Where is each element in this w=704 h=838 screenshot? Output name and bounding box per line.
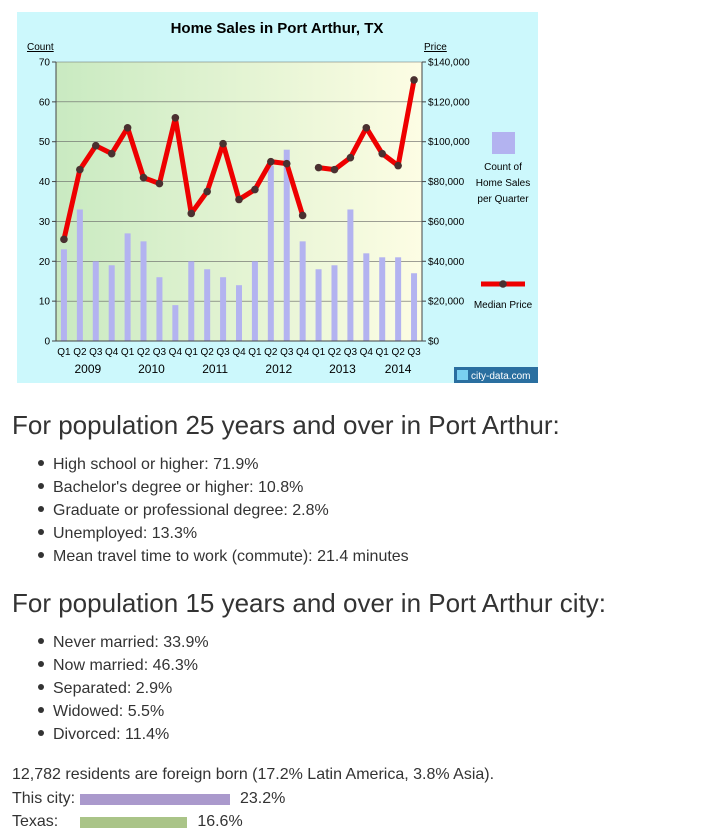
- median-price-point: [156, 180, 164, 188]
- median-price-point: [378, 150, 386, 158]
- y-left-tick-label: 10: [38, 296, 50, 308]
- bullet-icon: [38, 460, 44, 466]
- median-price-point: [331, 166, 339, 174]
- year-label: 2009: [74, 362, 102, 376]
- x-tick-label: Q2: [200, 347, 214, 358]
- comparison-label: This city:: [12, 790, 76, 807]
- list-item: Divorced: 11.4%: [36, 723, 209, 746]
- median-price-point: [410, 76, 418, 84]
- x-tick-label: Q4: [168, 347, 183, 358]
- median-price-point: [283, 160, 291, 168]
- median-price-point: [203, 188, 211, 196]
- y-left-tick-label: 30: [38, 216, 50, 228]
- x-tick-label: Q3: [280, 347, 294, 358]
- year-label: 2014: [384, 362, 412, 376]
- bullet-icon: [38, 506, 44, 512]
- education-stats-list: [36, 453, 409, 568]
- x-tick-label: Q3: [343, 347, 358, 358]
- x-tick-label: Q3: [216, 347, 230, 358]
- sales-count-bar: [379, 257, 385, 341]
- bullet-icon: [38, 661, 44, 667]
- legend-bar-swatch: [492, 132, 515, 154]
- x-tick-label: Q4: [232, 347, 246, 358]
- median-price-point: [140, 174, 148, 182]
- year-label: 2010: [138, 362, 165, 376]
- year-label: 2012: [265, 362, 293, 376]
- legend-line-marker: [499, 280, 507, 288]
- sales-count-bar: [363, 253, 369, 341]
- list-item: Now married: 46.3%: [36, 654, 209, 677]
- y-right-tick-label: $120,000: [428, 97, 470, 109]
- sales-count-bar: [252, 261, 258, 341]
- y-right-tick-label: $140,000: [428, 57, 470, 69]
- median-price-point: [315, 164, 323, 172]
- comparison-bar: [80, 794, 230, 805]
- sales-count-bar: [188, 261, 194, 341]
- list-item: Unemployed: 13.3%: [36, 522, 409, 545]
- x-tick-label: Q1: [375, 347, 389, 358]
- comparison-label: Texas:: [12, 813, 59, 830]
- median-price-point: [172, 114, 180, 122]
- x-tick-label: Q4: [295, 347, 310, 358]
- x-tick-label: Q4: [359, 347, 373, 358]
- x-tick-label: Q2: [391, 347, 405, 358]
- sales-count-bar: [220, 277, 226, 341]
- x-tick-label: Q3: [89, 347, 103, 358]
- median-price-point: [124, 124, 132, 132]
- x-tick-label: Q1: [57, 347, 71, 358]
- sales-count-bar: [331, 265, 337, 341]
- y-right-tick-label: $40,000: [428, 256, 465, 268]
- x-tick-label: Q2: [136, 347, 151, 358]
- bullet-icon: [38, 552, 44, 558]
- list-item: Never married: 33.9%: [36, 631, 209, 654]
- x-tick-label: Q2: [327, 347, 342, 358]
- x-tick-label: Q1: [248, 347, 262, 358]
- sales-count-bar: [347, 209, 353, 341]
- x-tick-label: Q1: [311, 347, 326, 358]
- x-tick-label: Q3: [407, 347, 421, 358]
- right-axis-label: Price: [424, 42, 447, 53]
- x-tick-label: Q3: [152, 347, 167, 358]
- bullet-icon: [38, 684, 44, 690]
- year-label: 2011: [202, 362, 229, 376]
- sales-count-bar: [236, 285, 242, 341]
- legend-label: Count of: [484, 162, 522, 173]
- city-data-logo-icon: [457, 370, 468, 380]
- comparison-value: 16.6%: [197, 813, 243, 830]
- sales-count-bar: [204, 269, 210, 341]
- median-price-point: [363, 124, 371, 132]
- legend-label: Home Sales: [475, 178, 531, 189]
- watermark-text: city-data.com: [471, 371, 531, 382]
- y-right-tick-label: $80,000: [428, 177, 465, 189]
- bullet-icon: [38, 483, 44, 489]
- bullet-icon: [38, 638, 44, 644]
- y-left-tick-label: 60: [38, 97, 50, 109]
- median-price-point: [60, 236, 68, 244]
- median-price-point: [251, 186, 259, 194]
- bullet-icon: [38, 529, 44, 535]
- sales-count-bar: [172, 305, 178, 341]
- sales-count-bar: [109, 265, 115, 341]
- bullet-icon: [38, 707, 44, 713]
- list-item: Widowed: 5.5%: [36, 700, 209, 723]
- sales-count-bar: [141, 241, 147, 341]
- legend-label: per Quarter: [477, 194, 529, 205]
- comparison-bar: [80, 817, 187, 828]
- sales-count-bar: [93, 261, 99, 341]
- year-label: 2013: [329, 362, 356, 376]
- y-left-tick-label: 20: [38, 256, 50, 268]
- sales-count-bar: [300, 241, 306, 341]
- y-left-tick-label: 50: [38, 137, 50, 149]
- median-price-point: [219, 140, 227, 148]
- legend-label: Median Price: [473, 300, 533, 311]
- sales-count-bar: [156, 277, 162, 341]
- sales-count-bar: [395, 257, 401, 341]
- section-title-marital: For population 15 years and over in Port Arthur city:: [12, 588, 606, 618]
- median-price-point: [187, 210, 195, 218]
- bullet-icon: [38, 730, 44, 736]
- y-right-tick-label: $60,000: [428, 216, 465, 228]
- chart-svg: [17, 12, 538, 383]
- x-tick-label: Q2: [264, 347, 278, 358]
- list-item: Graduate or professional degree: 2.8%: [36, 499, 409, 522]
- x-tick-label: Q1: [120, 347, 135, 358]
- chart-title: Home Sales in Port Arthur, TX: [170, 20, 384, 37]
- sales-count-bar: [411, 273, 417, 341]
- foreign-born-text: 12,782 residents are foreign born (17.2% Latin America, 3.8% Asia).: [12, 766, 495, 783]
- y-right-tick-label: $100,000: [428, 137, 470, 149]
- median-price-point: [299, 212, 307, 220]
- left-axis-label: Count: [27, 42, 54, 53]
- median-price-point: [108, 150, 116, 158]
- marital-stats-list: [36, 631, 209, 746]
- comparison-value: 23.2%: [240, 790, 286, 807]
- section-title-education: For population 25 years and over in Port Arthur:: [12, 410, 560, 440]
- sales-count-bar: [61, 249, 67, 341]
- list-item: Bachelor's degree or higher: 10.8%: [36, 476, 409, 499]
- x-tick-label: Q2: [73, 347, 87, 358]
- list-item: Mean travel time to work (commute): 21.4 minutes: [36, 545, 409, 568]
- x-tick-label: Q1: [184, 347, 198, 358]
- y-right-tick-label: $0: [428, 336, 440, 348]
- median-price-point: [235, 196, 243, 204]
- sales-count-bar: [77, 209, 83, 341]
- list-item: Separated: 2.9%: [36, 677, 209, 700]
- median-price-point: [76, 166, 84, 174]
- median-price-point: [394, 162, 402, 170]
- median-price-point: [92, 142, 100, 150]
- home-sales-chart: [17, 12, 538, 383]
- y-left-tick-label: 40: [38, 177, 50, 189]
- y-left-tick-label: 70: [38, 57, 50, 69]
- y-left-tick-label: 0: [44, 336, 50, 348]
- median-price-point: [267, 158, 275, 166]
- list-item: High school or higher: 71.9%: [36, 453, 409, 476]
- sales-count-bar: [268, 166, 274, 341]
- x-tick-label: Q4: [105, 347, 119, 358]
- median-price-point: [347, 154, 355, 162]
- y-right-tick-label: $20,000: [428, 296, 465, 308]
- sales-count-bar: [125, 233, 131, 341]
- sales-count-bar: [316, 269, 322, 341]
